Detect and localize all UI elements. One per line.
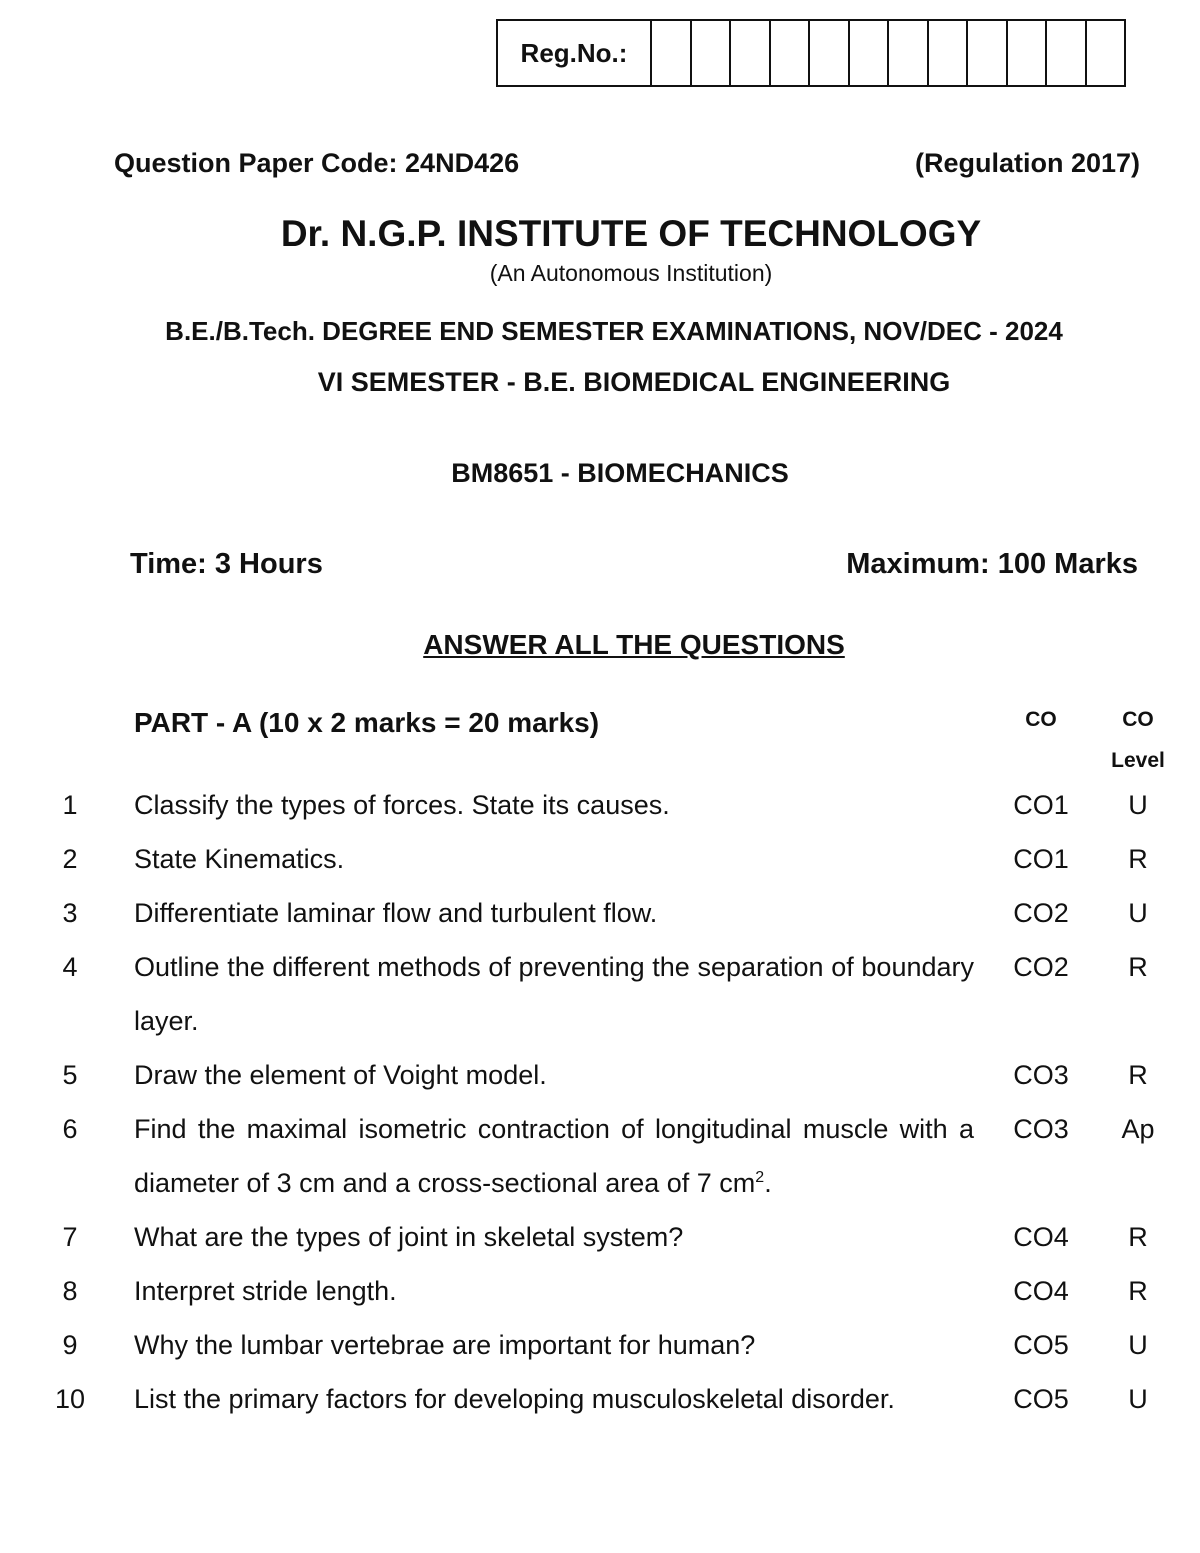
question-level: R xyxy=(1128,1222,1148,1252)
reg-cell xyxy=(1087,21,1125,85)
question-text: Classify the types of forces. State its causes. xyxy=(134,790,670,820)
question-number: 7 xyxy=(62,1222,78,1252)
question-co: CO4 xyxy=(1013,1276,1069,1306)
question-paper-code: Question Paper Code: 24ND426 xyxy=(114,148,520,178)
reg-cell xyxy=(850,21,890,85)
question-text xyxy=(134,1102,974,1210)
question-number: 3 xyxy=(62,898,78,928)
question-level: U xyxy=(1128,898,1148,928)
question-level: R xyxy=(1128,952,1148,982)
question-level: R xyxy=(1128,1060,1148,1090)
question-co: CO2 xyxy=(1013,952,1069,982)
question-level: U xyxy=(1128,1384,1148,1414)
part-a-title: PART - A (10 x 2 marks = 20 marks) xyxy=(134,707,600,738)
question-number: 6 xyxy=(62,1114,78,1144)
exam-time: Time: 3 Hours xyxy=(130,548,323,580)
question-co: CO4 xyxy=(1013,1222,1069,1252)
course-title: BM8651 - BIOMECHANICS xyxy=(451,458,789,488)
question-number: 1 xyxy=(62,790,78,820)
question-co: CO3 xyxy=(1013,1114,1069,1144)
question-text: Interpret stride length. xyxy=(134,1276,397,1306)
question-co: CO1 xyxy=(1013,844,1069,874)
maximum-marks: Maximum: 100 Marks xyxy=(846,548,1138,580)
question-text: Draw the element of Voight model. xyxy=(134,1060,547,1090)
question-number: 9 xyxy=(62,1330,78,1360)
reg-cell xyxy=(929,21,969,85)
question-text: Outline the different methods of preventing the separation of boundary layer. xyxy=(134,952,974,1036)
question-level: Ap xyxy=(1121,1114,1155,1144)
reg-cell xyxy=(1008,21,1048,85)
institute-name: Dr. N.G.P. INSTITUTE OF TECHNOLOGY xyxy=(280,213,982,254)
reg-number-box xyxy=(496,19,1126,87)
reg-cell xyxy=(692,21,732,85)
reg-cell xyxy=(889,21,929,85)
question-co: CO5 xyxy=(1013,1330,1069,1360)
superscript: 2 xyxy=(755,1169,765,1186)
question-text-end: . xyxy=(764,1168,772,1198)
reg-cell xyxy=(1047,21,1087,85)
question-level: U xyxy=(1128,1330,1148,1360)
question-number: 5 xyxy=(62,1060,78,1090)
reg-cell xyxy=(810,21,850,85)
question-text: State Kinematics. xyxy=(134,844,345,874)
question-co: CO2 xyxy=(1013,898,1069,928)
question-co: CO5 xyxy=(1013,1384,1069,1414)
question-level: R xyxy=(1128,1276,1148,1306)
question-number: 10 xyxy=(54,1384,86,1414)
question-text: Differentiate laminar flow and turbulent flow. xyxy=(134,898,658,928)
semester-title: VI SEMESTER - B.E. BIOMEDICAL ENGINEERING xyxy=(317,367,951,397)
question-text: Why the lumbar vertebrae are important for human? xyxy=(134,1330,756,1360)
autonomous-note: (An Autonomous Institution) xyxy=(489,260,773,286)
co-level-header-line2: Level xyxy=(1111,749,1165,772)
question-level: U xyxy=(1128,790,1148,820)
regulation: (Regulation 2017) xyxy=(914,148,1140,178)
question-text: List the primary factors for developing musculoskeletal disorder. xyxy=(134,1384,895,1414)
reg-cell xyxy=(652,21,692,85)
question-number: 2 xyxy=(62,844,78,874)
question-co: CO1 xyxy=(1013,790,1069,820)
reg-cell xyxy=(968,21,1008,85)
instruction-heading: ANSWER ALL THE QUESTIONS xyxy=(423,629,845,660)
question-number: 8 xyxy=(62,1276,78,1306)
reg-cell xyxy=(771,21,811,85)
question-text-main: Find the maximal isometric contraction of longitudinal muscle with a diameter of 3 cm and a cross-sectional area of 7 cm xyxy=(134,1114,974,1198)
question-level: R xyxy=(1128,844,1148,874)
part-a-questions xyxy=(0,778,1200,1478)
question-number: 4 xyxy=(62,952,78,982)
reg-cell xyxy=(731,21,771,85)
question-text: What are the types of joint in skeletal system? xyxy=(134,1222,684,1252)
exam-title: B.E./B.Tech. DEGREE END SEMESTER EXAMINATIONS, NOV/DEC - 2024 xyxy=(165,316,1063,346)
question-co: CO3 xyxy=(1013,1060,1069,1090)
co-level-header: CO xyxy=(1122,708,1154,731)
co-column-header: CO xyxy=(1025,708,1057,731)
reg-number-label: Reg.No.: xyxy=(498,21,652,85)
